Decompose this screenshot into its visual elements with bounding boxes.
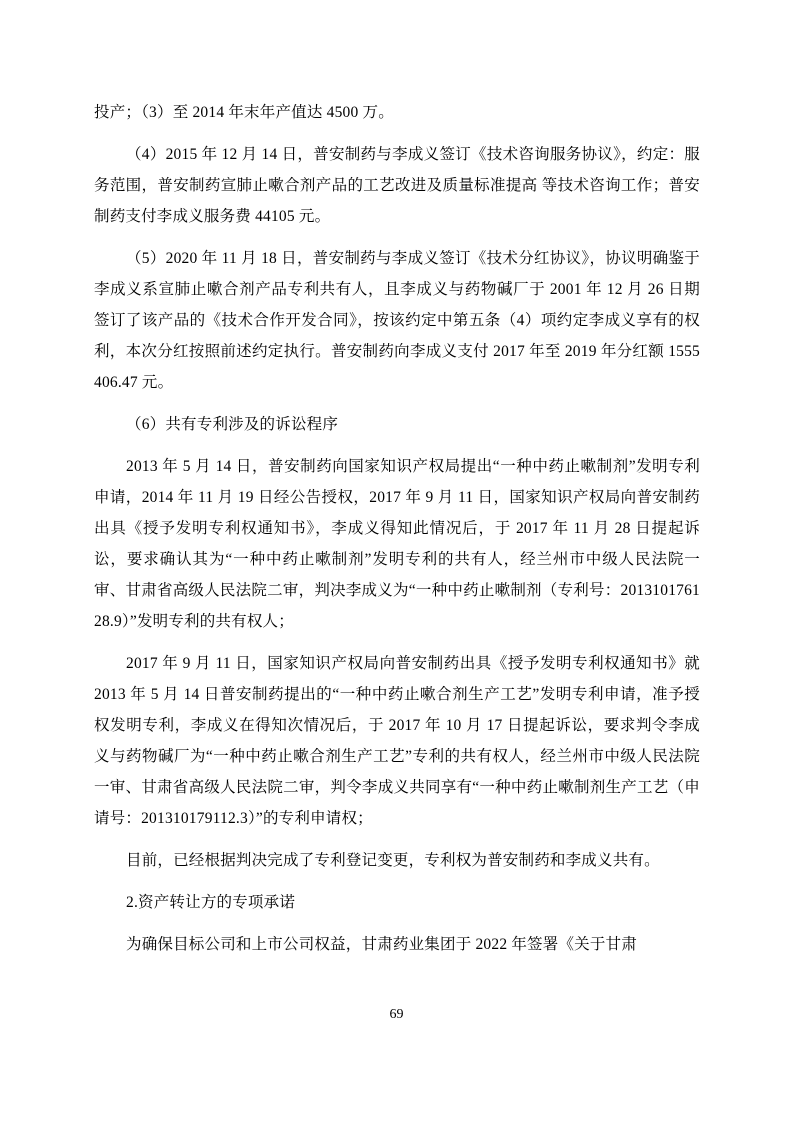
paragraph-lawsuit-patent-2: 2017 年 9 月 11 日，国家知识产权局向普安制药出具《授予发明专利权通知书》就 2013 年 5 月 14 日普安制药提出的“一种中药止嗽合剂生产工艺”发明专利申请，准予授权发明专利，李成义在得知次情况后，于 2017 年 10 月 17 日提起诉讼，要求判令李成义与药物碱厂为“一种中药止嗽合剂生产工艺”专利的共有权人，经兰州市中级人民法院一审、甘肃省高级人民法院二审，判令李成义共同享有“一种中药止嗽制剂生产工艺（申请号：201310179112.3）”的专利申请权； — [94, 655, 700, 827]
paragraph-patent-registration-status: 目前，已经根据判决完成了专利登记变更，专利权为普安制药和李成义共有。 — [126, 852, 660, 869]
heading-item-6-litigation-procedures: （6）共有专利涉及的诉讼程序 — [126, 416, 339, 433]
paragraph-continuation-item-3: 投产；（3）至 2014 年末年产值达 4500 万。 — [94, 104, 394, 121]
heading-section-2-special-commitments: 2.资产转让方的专项承诺 — [126, 894, 296, 911]
page-number: 69 — [389, 1007, 404, 1022]
paragraph-lawsuit-patent-1: 2013 年 5 月 14 日，普安制药向国家知识产权局提出“一种中药止嗽制剂”发明专利申请，2014 年 11 月 19 日经公告授权，2017 年 9 月 11 日，国家知识产权局向普安制药出具《授予发明专利权通知书》，李成义得知此情况后，于 2017 年 11 月 28 日提起诉讼，要求确认其为“一种中药止嗽制剂”发明专利的共有人，经兰州市中级人民法院一审、甘肃省高级人民法院二审，判决李成义为“一种中药止嗽制剂（专利号：201310176128.9）”发明专利的共有权人； — [94, 458, 700, 630]
paragraph-item-4-technical-service-agreement: （4）2015 年 12 月 14 日，普安制药与李成义签订《技术咨询服务协议》，约定：服务范围，普安制药宣肺止嗽合剂产品的工艺改进及质量标准提高 等技术咨询工作；普安制药支付李成义服务费 44105 元。 — [94, 146, 700, 225]
paragraph-commitment-intro: 为确保目标公司和上市公司权益，甘肃药业集团于 2022 年签署《关于甘肃 — [126, 936, 637, 953]
paragraph-item-5-dividend-agreement: （5）2020 年 11 月 18 日，普安制药与李成义签订《技术分红协议》，协议明确鉴于李成义系宣肺止嗽合剂产品专利共有人，且李成义与药物碱厂于 2001 年 12 月 26 日期签订了该产品的《技术合作开发合同》，按该约定中第五条（4）项约定李成义享有的权利，本次分红按照前述约定执行。普安制药向李成义支付 2017 年至 2019 年分红额 1555406.47 元。 — [94, 250, 700, 391]
